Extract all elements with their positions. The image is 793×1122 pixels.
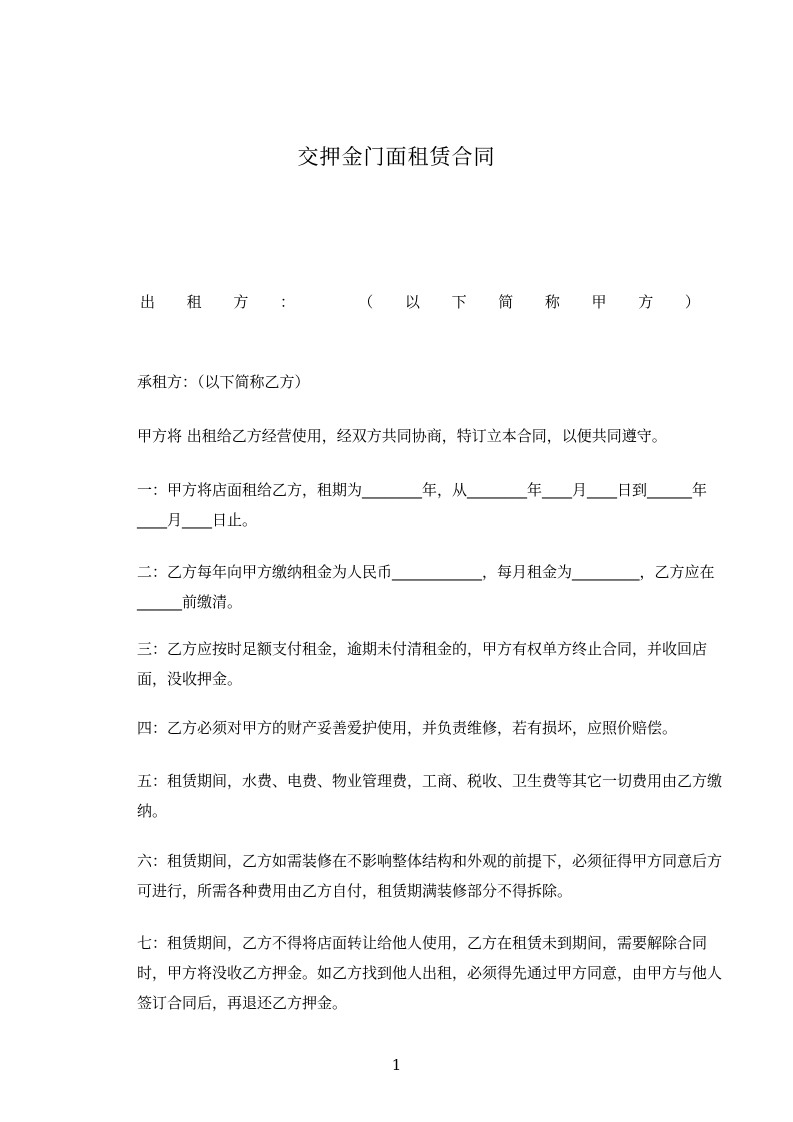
lessor-char: 方: [233, 293, 249, 311]
lessor-char: 下: [451, 293, 467, 311]
clause-2: 二：乙方每年向甲方缴纳租金为人民币____________，每月租金为_________，乙方应在______前缴清。: [137, 563, 715, 611]
lessor-char: 称: [544, 293, 560, 311]
clause-3: 三：乙方应按时足额支付租金，逾期未付清租金的，甲方有权单方终止合同，并收回店面，没收押金。: [137, 640, 708, 688]
clause-1: 一：甲方将店面租给乙方，租期为________年，从________年____月____日到______年____月____日止。: [137, 481, 708, 529]
lessor-char: （: [358, 293, 374, 311]
clause-6: 六：租赁期间，乙方如需装修在不影响整体结构和外观的前提下，必须征得甲方同意后方可进行，所需各种费用由乙方自付，租赁期满装修部分不得拆除。: [137, 852, 723, 900]
intro-paragraph: 甲方将 出租给乙方经营使用，经双方共同协商，特订立本合同，以便共同遵守。: [137, 427, 667, 445]
lessor-char: 方: [638, 293, 654, 311]
page-number: 1: [391, 1056, 402, 1074]
lessor-char: ）: [684, 293, 700, 311]
clause-4: 四：乙方必须对甲方的财产妥善爱护使用，并负责维修，若有损坏，应照价赔偿。: [137, 719, 678, 737]
lessor-char: 出: [140, 293, 156, 311]
document-title: 交押金门面租赁合同: [297, 145, 496, 169]
clause-5: 五：租赁期间，水费、电费、物业管理费，工商、税收、卫生费等其它一切费用由乙方缴纳。: [137, 772, 723, 820]
lessee-line: 承租方：（以下简称乙方）: [137, 373, 310, 391]
lessor-char: 租: [186, 293, 202, 311]
lessor-char: 简: [498, 293, 514, 311]
lessor-line: [140, 291, 700, 313]
lessor-char: ：: [279, 293, 295, 311]
lessor-char: 以: [404, 293, 420, 311]
clause-7: 七：租赁期间，乙方不得将店面转让给他人使用，乙方在租赁未到期间，需要解除合同时，甲方将没收乙方押金。如乙方找到他人出租，必须得先通过甲方同意，由甲方与他人签订合同后，再退还乙方押金。: [137, 934, 723, 1012]
lessor-char: 甲: [591, 293, 607, 311]
